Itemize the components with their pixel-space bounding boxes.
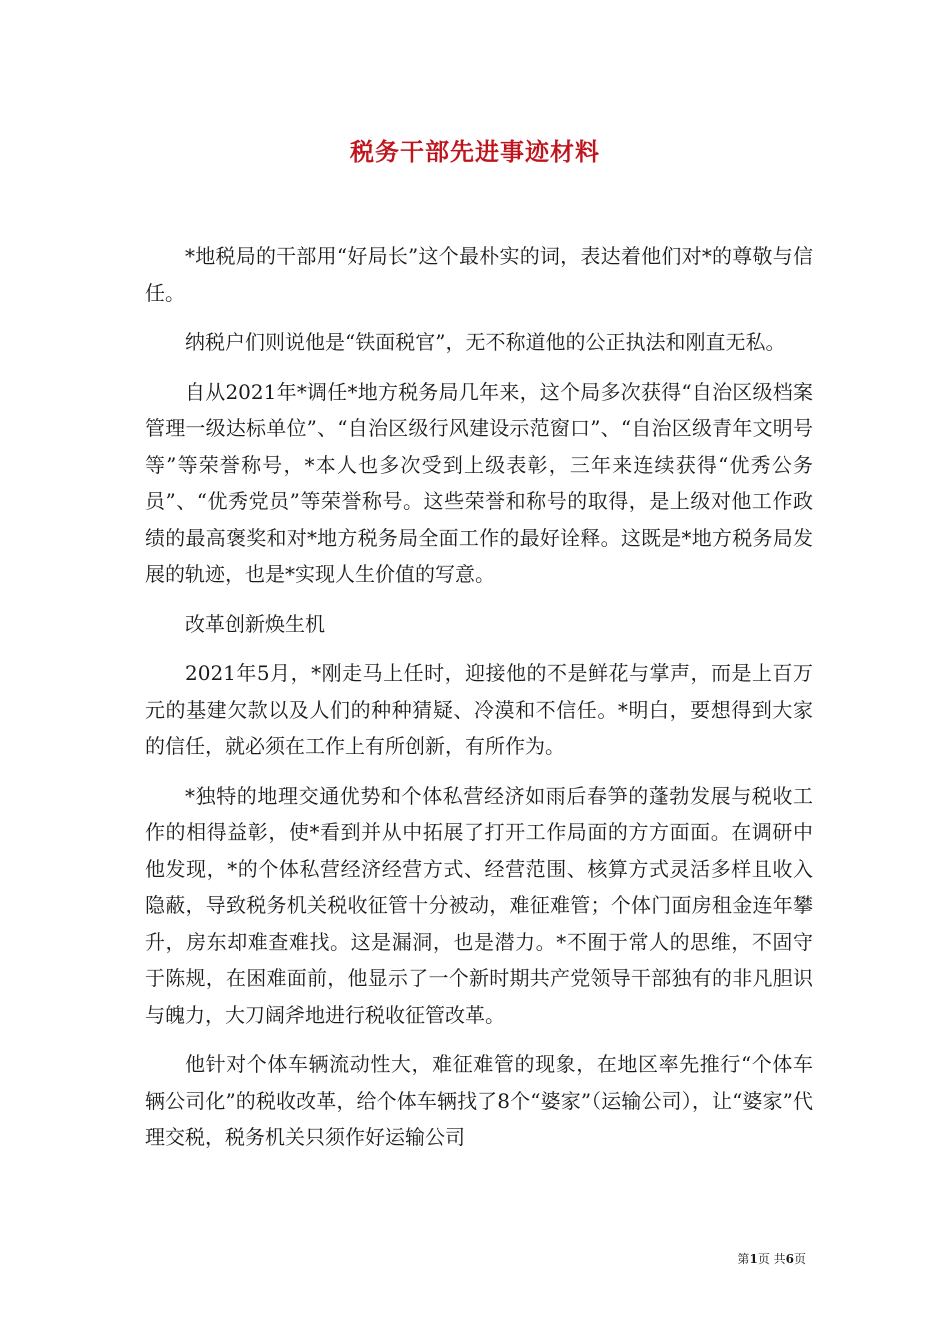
page-suffix: 页 bbox=[793, 1252, 806, 1266]
page-number bbox=[737, 1250, 806, 1267]
paragraph: 自从2021年*调任*地方税务局几年来，这个局多次获得“自治区级档案管理一级达标单位”、“自治区级行风建设示范窗口”、“自治区级青年文明号等”等荣誉称号，*本人也多次受到上级表彰，三年来连续获得“优秀公务员”、“优秀党员”等荣誉称号。这些荣誉和称号的取得，是上级对他工作政绩的最高褒奖和对*地方税务局全面工作的最好诠释。这既是*地方税务局发展的轨迹，也是*实现人生价值的写意。 bbox=[145, 379, 813, 586]
current-page: 1 bbox=[749, 1252, 758, 1266]
page-title: 税务干部先进事迹材料 bbox=[350, 137, 600, 166]
paragraph: 2021年5月，*刚走马上任时，迎接他的不是鲜花与掌声，而是上百万元的基建欠款以及人们的种种猜疑、冷漠和不信任。*明白，要想得到大家的信任，就必须在工作上有所创新，有所作为。 bbox=[145, 661, 813, 758]
document-body bbox=[145, 238, 813, 1169]
page-prefix: 第 bbox=[737, 1252, 750, 1266]
page-middle: 页 共 bbox=[757, 1252, 786, 1266]
paragraph: 纳税户们则说他是“铁面税官”，无不称道他的公正执法和刚直无私。 bbox=[185, 330, 786, 354]
total-pages: 6 bbox=[785, 1252, 794, 1266]
paragraph: 他针对个体车辆流动性大，难征难管的现象，在地区率先推行“个体车辆公司化”的税收改革，给个体车辆找了8个“婆家”（运输公司），让“婆家”代理交税，税务机关只须作好运输公司 bbox=[145, 1052, 813, 1149]
section-heading: 改革创新焕生机 bbox=[185, 611, 325, 636]
paragraph: *地税局的干部用“好局长”这个最朴实的词，表达着他们对*的尊敬与信任。 bbox=[145, 244, 813, 305]
paragraph: *独特的地理交通优势和个体私营经济如雨后春笋的蓬勃发展与税收工作的相得益彰，使*看到并从中拓展了打开工作局面的方方面面。在调研中他发现，*的个体私营经济经营方式、经营范围、核算方式灵活多样且收入隐蔽，导致税务机关税收征管十分被动，难征难管；个体门面房租金连年攀升，房东却难查难找。这是漏洞，也是潜力。*不囿于常人的思维，不固守于陈规，在困难面前，他显示了一个新时期共产党领导干部独有的非凡胆识与魄力，大刀阔斧地进行税收征管改革。 bbox=[145, 783, 813, 1027]
